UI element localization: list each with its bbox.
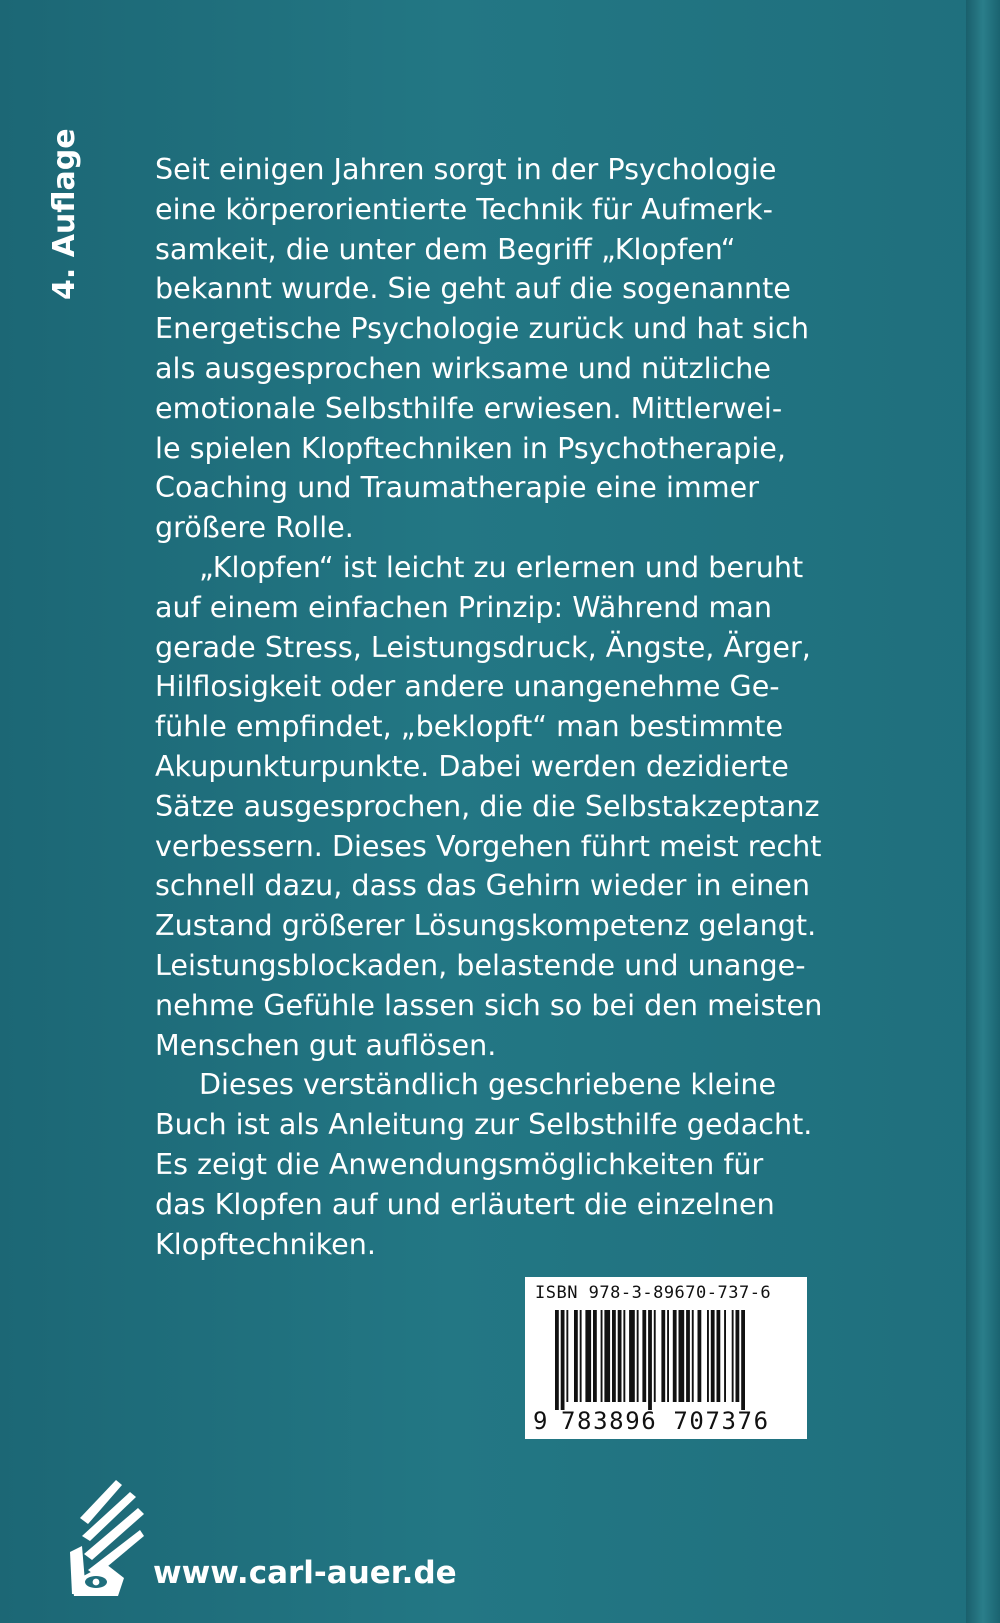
ean-lead-digit: 9 xyxy=(533,1407,548,1435)
barcode-bar xyxy=(601,1310,603,1402)
edition-label: 4. Auflage xyxy=(47,128,82,300)
blurb-line: samkeit, die unter dem Begriff „Klopfen“ xyxy=(155,231,736,266)
blurb-line: Coaching und Traumatherapie eine immer xyxy=(155,470,759,505)
blurb-line: le spielen Klopftechniken in Psychotherapie, xyxy=(155,430,786,465)
blurb-line: als ausgesprochen wirksame und nützliche xyxy=(155,350,771,385)
blurb-line: emotionale Selbsthilfe erwiesen. Mittlerwei- xyxy=(155,390,783,425)
blurb-line: Hilflosigkeit oder andere unangenehme Ge- xyxy=(155,669,780,704)
barcode-bar xyxy=(741,1310,745,1410)
barcode-bar xyxy=(667,1310,669,1402)
barcode-bar xyxy=(736,1310,740,1402)
blurb-line: Menschen gut auflösen. xyxy=(155,1027,497,1062)
blurb-line: Dieses verständlich geschriebene kleine xyxy=(199,1067,777,1102)
barcode-bar xyxy=(654,1310,656,1402)
blurb-line: verbessern. Dieses Vorgehen führt meist recht xyxy=(155,828,822,863)
barcode-bar xyxy=(585,1310,591,1402)
barcode-bar xyxy=(692,1310,694,1402)
blurb-line: fühle empfindet, „beklopft“ man bestimmte xyxy=(155,709,784,744)
blurb-paragraph-3 xyxy=(155,1065,813,1264)
blurb-line: Klopftechniken. xyxy=(155,1226,376,1261)
blurb-line: Sätze ausgesprochen, die die Selbstakzeptanz xyxy=(155,788,820,823)
ean-digits: 783896 707376 xyxy=(561,1407,770,1435)
barcode-bar xyxy=(711,1310,715,1402)
blurb-line: eine körperorientierte Technik für Aufmerk- xyxy=(155,191,773,226)
blurb-text xyxy=(155,150,823,1264)
blurb-line: auf einem einfachen Prinzip: Während man xyxy=(155,589,772,624)
barcode-bar xyxy=(679,1310,685,1402)
barcode-bar xyxy=(629,1310,635,1402)
barcode-bar xyxy=(686,1310,690,1402)
barcode-bar xyxy=(612,1310,616,1402)
barcode-bar xyxy=(673,1310,677,1402)
blurb-line: schnell dazu, dass das Gehirn wieder in einen xyxy=(155,868,810,903)
barcode-bar xyxy=(574,1310,578,1402)
publisher-website: www.carl-auer.de xyxy=(153,1555,457,1591)
blurb-paragraph-2 xyxy=(155,548,823,1065)
barcode-bar xyxy=(661,1310,665,1402)
barcode-bar xyxy=(623,1310,625,1402)
blurb-line: gerade Stress, Leistungsdruck, Ängste, Ärger, xyxy=(155,629,811,664)
isbn-label: ISBN 978-3-89670-737-6 xyxy=(535,1283,772,1303)
spine-edge xyxy=(966,0,1000,1623)
blurb-line: Buch ist als Anleitung zur Selbsthilfe gedacht. xyxy=(155,1107,813,1142)
barcode-bar xyxy=(698,1310,702,1402)
barcode-bar xyxy=(717,1310,721,1402)
barcode-bar xyxy=(561,1310,565,1410)
barcode-bar xyxy=(580,1310,582,1402)
blurb-line: bekannt wurde. Sie geht auf die sogenannte xyxy=(155,271,791,306)
blurb-line: das Klopfen auf und erläutert die einzelnen xyxy=(155,1186,775,1221)
barcode-bar xyxy=(618,1310,622,1402)
carl-auer-hand-eye-logo-icon xyxy=(66,1478,146,1598)
barcode-bar xyxy=(642,1310,646,1402)
blurb-line: „Klopfen“ ist leicht zu erlernen und beruht xyxy=(199,549,804,584)
barcode-bars xyxy=(555,1310,795,1410)
barcode-bar xyxy=(637,1310,639,1402)
blurb-line: Zustand größerer Lösungskompetenz gelangt. xyxy=(155,908,817,943)
blurb-line: Leistungsblockaden, belastende und unange- xyxy=(155,947,806,982)
blurb-line: Akupunkturpunkte. Dabei werden dezidierte xyxy=(155,748,789,783)
barcode-bar xyxy=(555,1310,559,1410)
barcode-bar xyxy=(724,1310,726,1402)
blurb-paragraph-1 xyxy=(155,150,810,548)
barcode-bar xyxy=(566,1310,568,1402)
isbn-barcode xyxy=(525,1277,807,1439)
barcode-bar xyxy=(593,1310,597,1402)
barcode-bar xyxy=(604,1310,610,1402)
barcode-bar xyxy=(648,1310,652,1410)
blurb-line: nehme Gefühle lassen sich so bei den meisten xyxy=(155,987,823,1022)
barcode-bar xyxy=(707,1310,709,1402)
blurb-line: Es zeigt die Anwendungsmöglichkeiten für xyxy=(155,1146,764,1181)
blurb-line: größere Rolle. xyxy=(155,510,354,545)
blurb-line: Energetische Psychologie zurück und hat sich xyxy=(155,311,809,346)
blurb-line: Seit einigen Jahren sorgt in der Psychologie xyxy=(155,152,777,186)
barcode-bar xyxy=(732,1310,734,1402)
